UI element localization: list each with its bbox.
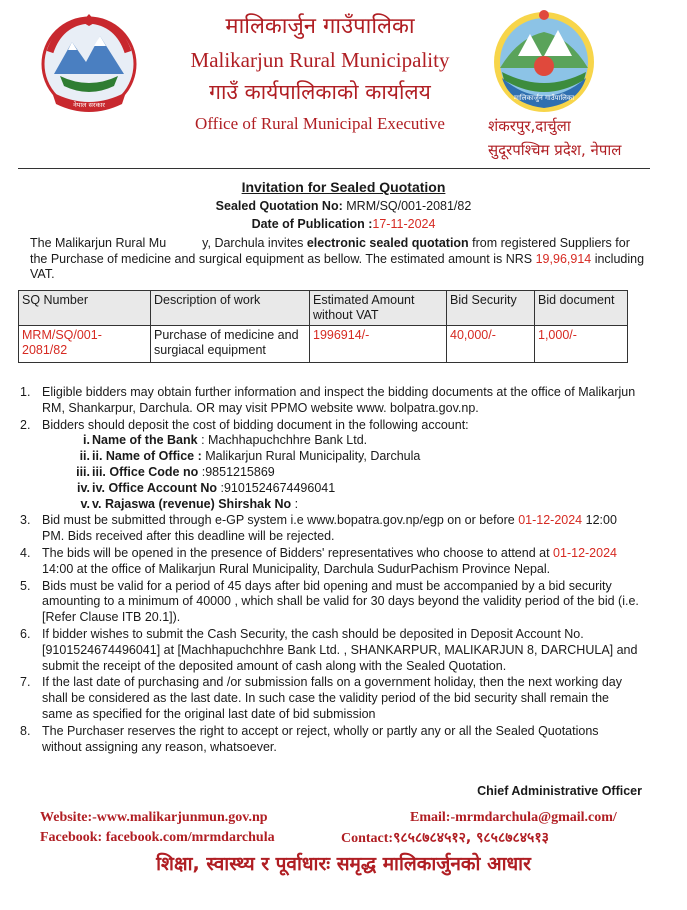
notice-title: Invitation for Sealed Quotation — [241, 179, 446, 195]
office-name-english: Office of Rural Municipal Executive — [195, 114, 445, 133]
intro-text-a: The Malikarjun Rural Mu — [30, 236, 167, 250]
nepal-emblem-icon — [30, 12, 148, 120]
item-text: Eligible bidders may obtain further information and inspect the bidding documents at the office of Malikarjun RM, Shankarpur, Darchula. OR may visit PPMO website www. bolpatra.gov.np. — [42, 385, 636, 415]
intro-text-bold: electronic sealed quotation — [306, 236, 469, 250]
table-header-cell: Bid Security — [447, 291, 535, 326]
list-item — [20, 724, 640, 756]
table-cell: 1,000/- — [535, 326, 628, 363]
roman-numeral: iv. — [77, 480, 90, 495]
intro-text-b: y, Darchula invites — [202, 236, 307, 250]
item-number: 5. — [20, 578, 31, 593]
list-item — [20, 675, 640, 722]
detail-value: :9851215869 — [198, 464, 275, 479]
municipality-logo-icon — [488, 8, 600, 116]
detail-value: : Machhapuchchhre Bank Ltd. — [197, 433, 368, 448]
publication-date-label: Date of Publication : — [251, 217, 373, 231]
table-cell: Purchase of medicine and surgiacal equipment — [151, 326, 310, 363]
municipality-name-nepali: मालिकार्जुन गाउँपालिका — [225, 14, 415, 39]
sub-list-item — [42, 465, 640, 481]
item-number: 4. — [20, 545, 31, 560]
publication-date-line — [0, 217, 687, 231]
item-number: 3. — [20, 513, 31, 528]
municipality-name-english: Malikarjun Rural Municipality — [190, 48, 450, 72]
table-header-row — [19, 291, 628, 326]
table-header-cell: Bid document — [535, 291, 628, 326]
list-item — [20, 418, 640, 513]
table-cell: MRM/SQ/001-2081/82 — [19, 326, 151, 363]
opening-date: 01-12-2024 — [553, 545, 617, 560]
footer-contact — [341, 828, 549, 847]
item-text: 12:00 PM. Bids received after this deadline will be rejected. — [42, 513, 617, 544]
address-line-1: शंकरपुर,दार्चुला — [488, 117, 571, 135]
quotation-number-label: Sealed Quotation No: — [215, 199, 343, 213]
table-row — [19, 326, 628, 363]
item-number: 1. — [20, 385, 31, 399]
signatory: Chief Administrative Officer — [477, 784, 642, 798]
roman-numeral: ii. — [79, 449, 90, 464]
sub-list-item — [42, 497, 640, 513]
detail-value: : — [291, 496, 299, 511]
quotation-table — [18, 290, 628, 363]
roman-numeral: i. — [83, 433, 90, 448]
terms-list — [20, 385, 640, 756]
item-text: Bids must be valid for a period of 45 days after bid opening and must be accompanied by a bid security amounting to a minimum of 40000 , which shall be valid for 30 days beyond the validity period of the bid (i.e. [Refer Clause ITB 20.1]). — [42, 578, 639, 625]
quotation-number-line — [0, 199, 687, 213]
list-item — [20, 513, 640, 545]
office-name-nepali: गाउँ कार्यपालिकाको कार्यालय — [209, 80, 431, 104]
footer-slogan: शिक्षा, स्वास्थ्य र पूर्वाधारः समृद्ध मालिकार्जुनको आधार — [156, 853, 531, 875]
letterhead — [150, 10, 490, 137]
emblem-ribbon-text: नेपाल सरकार — [73, 101, 105, 109]
item-text: Bidders should deposit the cost of bidding document in the following account: — [42, 417, 469, 432]
item-number: 2. — [20, 417, 31, 432]
list-item — [20, 579, 640, 626]
footer-email: Email:-mrmdarchula@gmail.com/ — [410, 810, 617, 825]
detail-label: iii. Office Code no — [92, 464, 199, 479]
sub-list-item — [42, 449, 640, 465]
detail-label: v. Rajaswa (revenue) Shirshak No — [92, 496, 292, 511]
detail-label: iv. Office Account No — [92, 480, 218, 495]
detail-value: :9101524674496041 — [217, 480, 336, 495]
office-address — [488, 114, 678, 162]
intro-paragraph — [30, 236, 650, 283]
detail-label: Name of the Bank — [92, 433, 198, 448]
item-text: 14:00 at the office of Malikarjun Rural Municipality, Darchula SudurPachism Province Nepal. — [42, 561, 551, 576]
table-cell: 40,000/- — [447, 326, 535, 363]
list-item — [20, 546, 640, 578]
table-cell: 1996914/- — [310, 326, 447, 363]
header-divider — [18, 168, 650, 169]
item-text: The bids will be opened in the presence of Bidders' representatives who choose to attend at — [42, 545, 554, 560]
footer-facebook: Facebook: facebook.com/mrmdarchula — [40, 830, 275, 845]
bank-account-details — [42, 433, 640, 512]
contact-label: Contact: — [341, 831, 394, 846]
sub-list-item — [42, 481, 640, 497]
item-text: If bidder wishes to submit the Cash Security, the cash should be deposited in Deposit Account No.[9101524674496041] at [Machhapuchchhre Bank Ltd. , SHANKARPUR, MALIKARJUN 8, DARCHULA] and submit the receipt of the deposited amount of cash along with the Sealed Quotation. — [42, 626, 638, 673]
item-text: If the last date of purchasing and /or submission falls on a government holiday, then the next working day shall be considered as the last date. In such case the validity period of the bid security shall remain the same as specified for the original last date of bid submission — [42, 675, 622, 721]
submission-deadline: 01-12-2024 — [518, 513, 583, 528]
table-header-cell: Estimated Amount without VAT — [310, 291, 447, 326]
item-number: 6. — [20, 626, 31, 641]
publication-date: 17-11-2024 — [372, 217, 436, 231]
table-header-cell: SQ Number — [19, 291, 151, 326]
detail-label: ii. Name of Office : — [92, 449, 202, 464]
contact-numbers: ९८५८७८४५१२, ९८५८७८४५१३ — [393, 830, 549, 846]
list-item — [20, 627, 640, 674]
item-number: 8. — [20, 723, 31, 738]
intro-text-c: from registered Suppliers for the Purchase of medicine and surgical equipment as bellow. The estimated amount is NRS — [30, 236, 630, 266]
roman-numeral: v. — [80, 496, 90, 511]
table-header-cell: Description of work — [151, 291, 310, 326]
detail-value: Malikarjun Rural Municipality, Darchula — [201, 449, 421, 464]
roman-numeral: iii. — [76, 464, 90, 479]
footer-website: Website:-www.malikarjunmun.gov.np — [40, 810, 268, 825]
list-item — [20, 385, 640, 417]
sub-list-item — [42, 433, 640, 449]
logo-ribbon-text: मालिकार्जुन गाउँपालिका — [513, 94, 575, 102]
intro-text-d: including VAT. — [30, 251, 645, 281]
item-number: 7. — [20, 675, 31, 690]
item-text: The Purchaser reserves the right to accept or reject, wholly or partly any or all the Sealed Quotations without assigning any reason, whatsoever. — [42, 723, 599, 754]
address-line-2: सुदूरपश्चिम प्रदेश, नेपाल — [488, 141, 622, 159]
quotation-number: MRM/SQ/001-2081/82 — [346, 199, 472, 213]
item-text: Bid must be submitted through e-GP system i.e www.bopatra.gov.np/egp on or before — [42, 513, 519, 528]
estimated-amount: 19,96,914 — [535, 251, 592, 266]
